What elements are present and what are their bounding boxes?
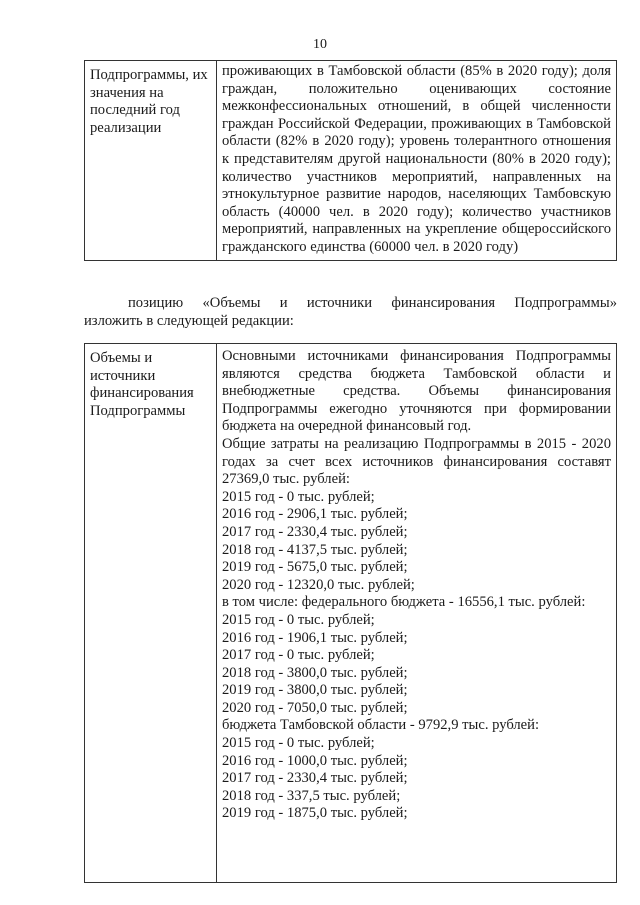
table-row [85, 61, 617, 261]
list-item: 2019 год - 3800,0 тыс. рублей; [222, 682, 408, 699]
federal-heading: в том числе: федерального бюджета - 16556,1 тыс. рублей: [222, 594, 586, 611]
list-item: 2019 год - 1875,0 тыс. рублей; [222, 805, 408, 822]
list-item: 2017 год - 2330,4 тыс. рублей; [222, 523, 408, 540]
regional-heading: бюджета Тамбовской области - 9792,9 тыс. рублей: [222, 717, 540, 734]
list-item: 2015 год - 0 тыс. рублей; [222, 488, 375, 505]
list-item: 2017 год - 0 тыс. рублей; [222, 647, 375, 664]
list-item: 2015 год - 0 тыс. рублей; [222, 735, 375, 752]
list-item: 2019 год - 5675,0 тыс. рублей; [222, 559, 408, 576]
total-years-list [222, 489, 611, 595]
list-item: 2020 год - 12320,0 тыс. рублей; [222, 576, 415, 593]
row-content [217, 344, 617, 883]
financing-intro: Основными источниками финансирования Подпрограммы являются средства бюджета Тамбовской области и внебюджетные средства. Объемы финансирования Подпрограммы ежегодно уточняются при формировании бюджета на очередной финансовый год. [222, 348, 611, 435]
financing-total: Общие затраты на реализацию Подпрограммы в 2015 - 2020 годах за счет всех источников финансирования составят 27369,0 тыс. рублей: [222, 435, 611, 488]
financing-table [84, 343, 617, 883]
list-item: 2018 год - 3800,0 тыс. рублей; [222, 664, 408, 681]
paragraph-line-1: позицию «Объемы и источники финансирования Подпрограммы» [128, 295, 617, 311]
page-number: 10 [313, 37, 327, 52]
list-item: 2015 год - 0 тыс. рублей; [222, 611, 375, 628]
paragraph-line-2: изложить в следующей редакции: [84, 312, 294, 329]
row-label: Подпрограммы, их значения на последний год реализации [85, 61, 217, 261]
list-item: 2016 год - 1906,1 тыс. рублей; [222, 629, 408, 646]
row-label: Объемы и источники финансирования Подпрограммы [85, 344, 217, 883]
list-item: 2016 год - 2906,1 тыс. рублей; [222, 506, 408, 523]
list-item: 2017 год - 2330,4 тыс. рублей; [222, 770, 408, 787]
list-item: 2020 год - 7050,0 тыс. рублей; [222, 699, 408, 716]
row-content: проживающих в Тамбовской области (85% в 2020 году); доля граждан, положительно оценивающих состояние межконфессиональных отношений, в общей численности граждан Российской Федерации, проживающих в Тамбовской области (82% в 2020 году); уровень толерантного отношения к представителям другой национальности (80% в 2020 году); количество участников мероприятий, направленных на этнокультурное развитие народов, населяющих Тамбовскую область (40000 чел. в 2020 году); количество участников мероприятий, направленных на укрепление общероссийского гражданского единства (60000 чел. в 2020 году) [217, 61, 617, 261]
indicators-table [84, 60, 617, 261]
list-item: 2016 год - 1000,0 тыс. рублей; [222, 752, 408, 769]
list-item: 2018 год - 337,5 тыс. рублей; [222, 787, 401, 804]
regional-years-list [222, 735, 611, 823]
table-row [85, 344, 617, 883]
federal-years-list [222, 612, 611, 718]
list-item: 2018 год - 4137,5 тыс. рублей; [222, 541, 408, 558]
instruction-paragraph [84, 295, 617, 330]
